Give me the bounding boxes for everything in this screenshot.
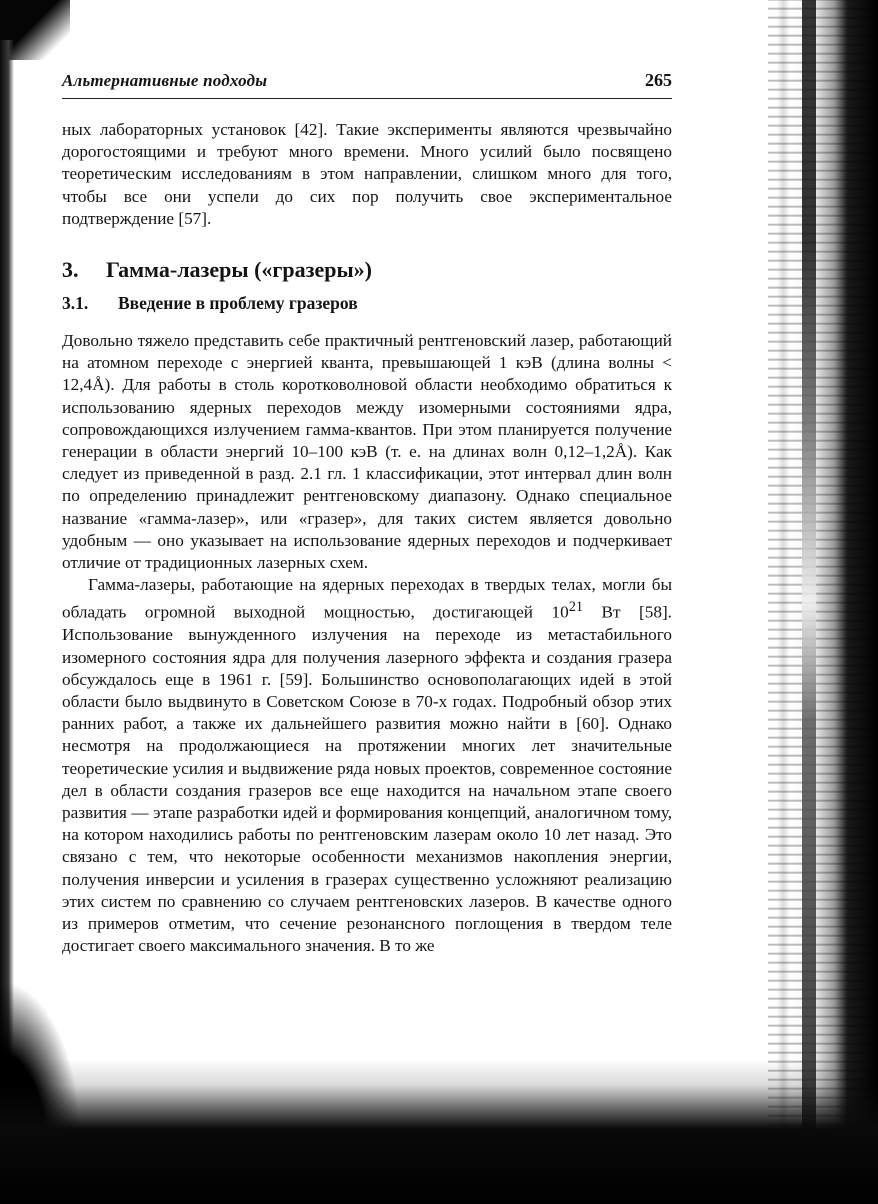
section-heading bbox=[62, 256, 672, 284]
section-title: Гамма-лазеры («гразеры») bbox=[106, 257, 372, 283]
running-header bbox=[62, 70, 672, 99]
paragraph-gamma-lasers-part1: Гамма-лазеры, работающие на ядерных переходах в твердых телах, могли бы обладать огромной выходной мощностью, достигающей 10 bbox=[62, 575, 672, 623]
subsection-title: Введение в проблему гразеров bbox=[118, 293, 358, 314]
subsection-number: 3.1. bbox=[62, 293, 89, 314]
scan-spine-dark-band bbox=[802, 0, 816, 1204]
scan-shadow-left-edge bbox=[0, 40, 14, 1080]
paragraph-intro: Довольно тяжело представить себе практичный рентгеновский лазер, работающий на атомном переходе с энергией кванта, превышающей 1 кэВ (длина волны < 12,4Å). Для работы в столь коротковолновой области необходимо обратиться к использованию ядерных переходов между изомерными состояниями ядра, сопровождающихся излучением гамма-квантов. При этом планируется получение генерации в области энергий 10–100 кэВ (т. е. на длинах волн 0,12–1,2Å). Как следует из приведенной в разд. 2.1 гл. 1 классификации, этот интервал длин волн по определению принадлежит рентгеновскому диапазону. Однако специальное название «гамма-лазер», или «гразер», для таких систем является довольно удобным — оно указывает на использование ядерных переходов и подчеркивает отличие от традиционных лазерных схем. bbox=[62, 331, 672, 573]
scan-shadow-bottom bbox=[0, 1059, 878, 1204]
paragraph-gamma-lasers-part2: Вт [58]. Использование вынужденного излучения на переходе из метастабильного изомерного состояния ядра для получения лазерного эффекта и создания гразера обсуждалось еще в 1961 г. [59]. Большинство основополагающих идей в этой области было выдвинуто в Советском Союзе в 70-х годах. Подробный обзор этих ранних работ, а также их дальнейшего развития можно найти в [60]. Однако несмотря на продолжающиеся на протяжении многих лет значительные теоретические усилия и выдвижение ряда новых проектов, современное состояние дел в области создания гразеров все еще находится на начальном этапе своего развития — этапе разработки идей и формирования концепций, аналогичном тому, на котором находились работы по рентгеновским лазерам около 10 лет назад. Это связано с тем, что некоторые особенности механизмов накопления энергии, получения инверсии и усиления в гразерах существенно усложняют реализацию этих систем по сравнению со случаем рентгеновских лазеров. В качестве одного из примеров отметим, что сечение резонансного поглощения в твердом теле достигает своего максимального значения. В то же bbox=[62, 603, 672, 956]
page-number: 265 bbox=[645, 70, 672, 90]
paragraph-gamma-lasers bbox=[62, 574, 672, 957]
power-exponent: 21 bbox=[568, 599, 584, 616]
subsection-heading bbox=[62, 290, 672, 316]
scan-book-spine-edge bbox=[768, 0, 878, 1204]
running-title: Альтернативные подходы bbox=[62, 71, 268, 90]
book-page bbox=[62, 70, 672, 957]
paragraph-continuation: ных лабораторных установок [42]. Такие эксперименты являются чрезвычайно дорогостоящими и требуют много времени. Много усилий было посвящено теоретическим исследованиям в этом направлении, слишком много для того, чтобы все они успели до сих пор получить свое экспериментальное подтверждение [57]. bbox=[62, 120, 672, 228]
section-number: 3. bbox=[62, 257, 79, 283]
